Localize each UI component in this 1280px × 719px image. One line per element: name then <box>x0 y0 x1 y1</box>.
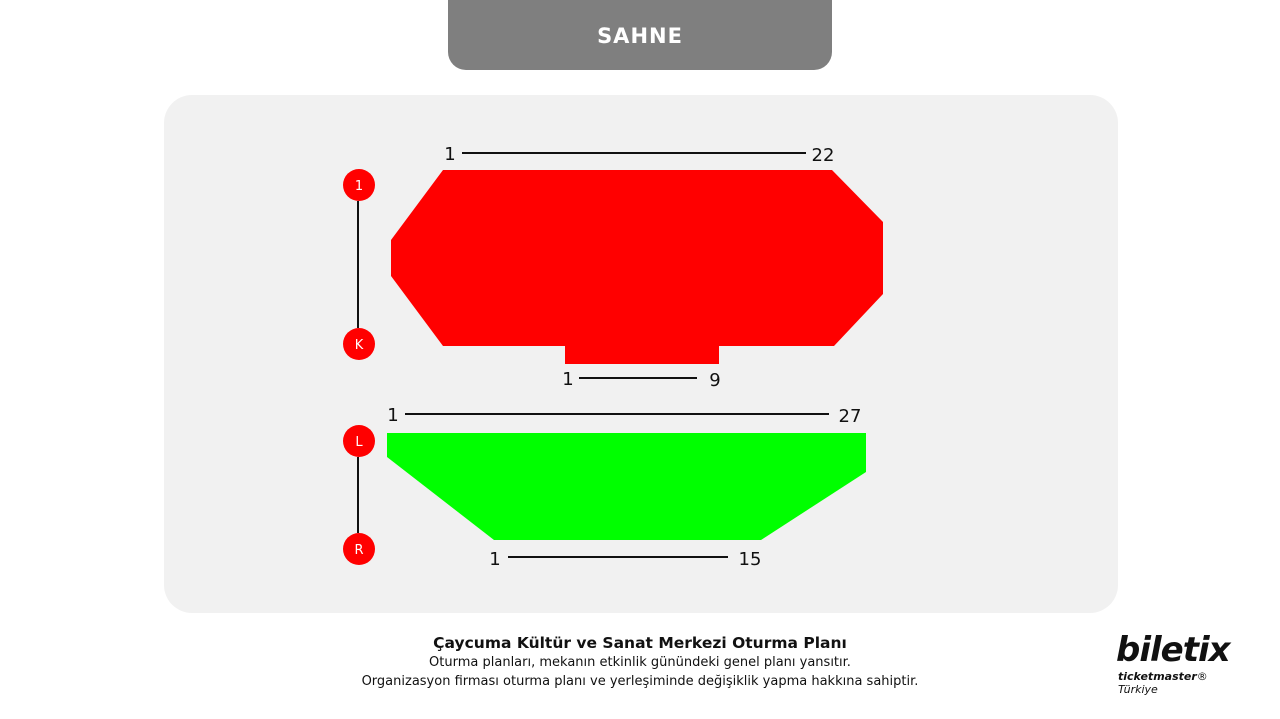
logo-region: Türkiye <box>1118 683 1158 696</box>
logo-subline: ticketmaster® Türkiye <box>1118 670 1208 696</box>
lower-top-seat-end: 27 <box>838 406 862 427</box>
upper-top-seat-end: 22 <box>811 145 835 166</box>
lower-seat-block[interactable] <box>387 433 866 540</box>
upper-top-seat-start: 1 <box>444 144 456 165</box>
lower-row-end-label: R <box>354 543 364 558</box>
logo-sub-brand: ticketmaster <box>1118 670 1197 683</box>
lower-top-seat-start: 1 <box>387 405 399 426</box>
lower-bottom-seat-start: 1 <box>489 549 501 570</box>
upper-bottom-seat-end: 9 <box>709 370 721 391</box>
upper-row-end-label: K <box>354 338 364 353</box>
upper-seat-block[interactable] <box>391 170 883 364</box>
lower-bottom-seat-end: 15 <box>738 549 762 570</box>
upper-bottom-seat-start: 1 <box>562 369 574 390</box>
upper-row-start-label: 1 <box>354 179 364 194</box>
plan-caption <box>240 633 1040 691</box>
logo-brand: biletix <box>1116 630 1230 670</box>
stage-label: SAHNE <box>597 24 683 48</box>
plan-note-2: Organizasyon firması oturma planı ve yerleşiminde değişiklik yapma hakkına sahiptir. <box>361 674 919 689</box>
biletix-logo <box>1110 630 1250 696</box>
plan-note-1: Oturma planları, mekanın etkinlik günündeki genel planı yansıtır. <box>429 655 851 670</box>
lower-row-start-label: L <box>355 435 363 450</box>
plan-title: Çaycuma Kültür ve Sanat Merkezi Oturma Planı <box>433 634 847 652</box>
